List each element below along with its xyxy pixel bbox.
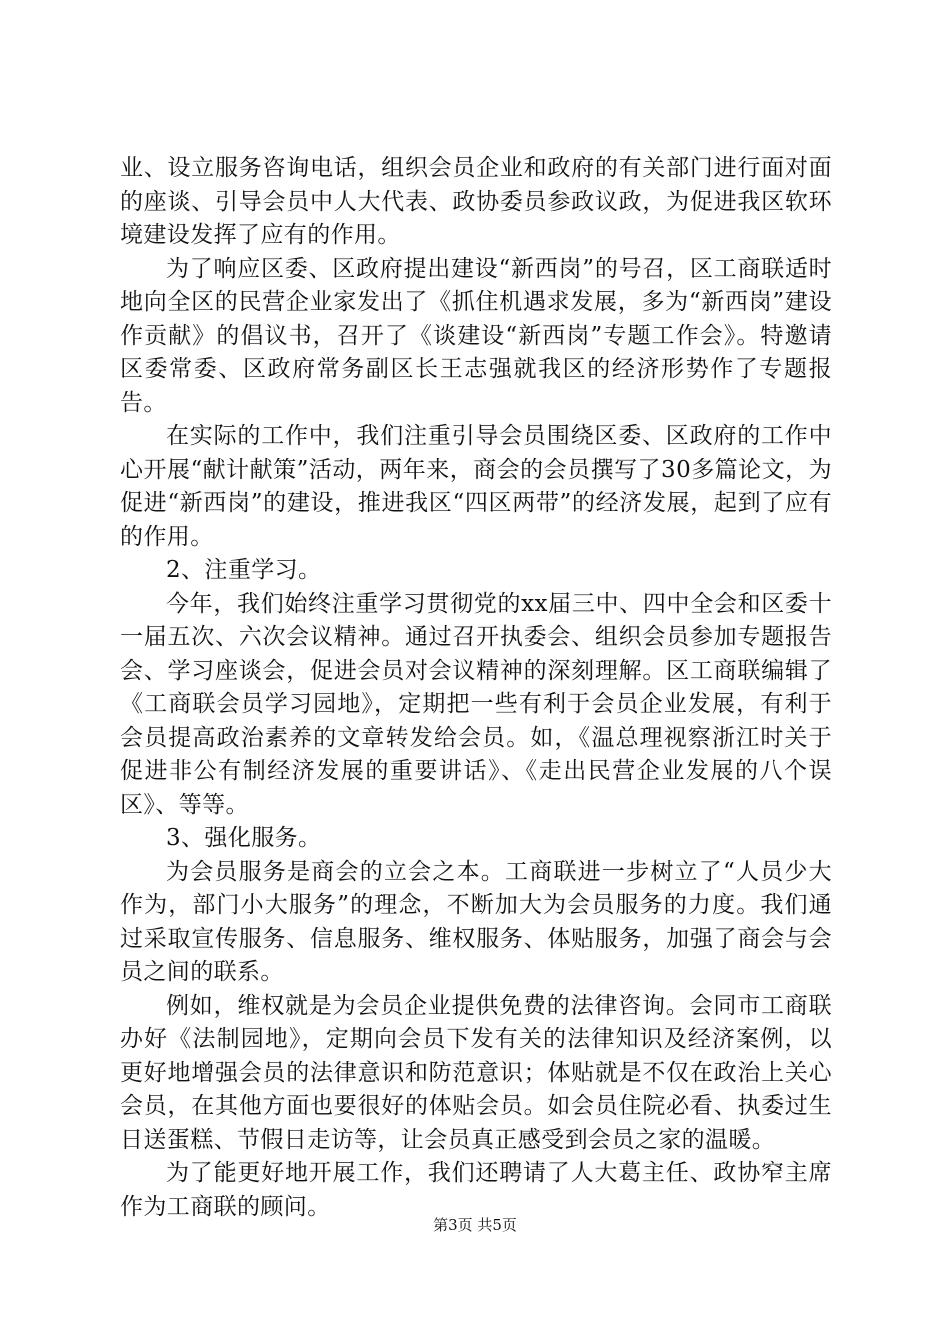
paragraph-continued: 业、设立服务咨询电话，组织会员企业和政府的有关部门进行面对面的座谈、引导会员中人大代表、政协委员参政议政，为促进我区软环境建设发挥了应有的作用。 xyxy=(120,155,832,248)
paragraph-study: 今年，我们始终注重学习贯彻党的xx届三中、四中全会和区委十一届五次、六次会议精神。通过召开执委会、组织会员参加专题报告会、学习座谈会，促进会员对会议精神的深刻理解。区工商联编辑了《工商联会员学习园地》，定期把一些有利于会员企业发展，有利于会员提高政治素养的文章转发给会员。如，《温总理视察浙江时关于促进非公有制经济发展的重要讲话》、《走出民营企业发展的八个误区》、等等。 xyxy=(120,590,832,818)
paragraph-suggestions-activity: 在实际的工作中，我们注重引导会员围绕区委、区政府的工作中心开展“献计献策”活动，两年来，商会的会员撰写了30多篇论文，为促进“新西岗”的建设，推进我区“四区两带”的经济发展，起到了应有的作用。 xyxy=(120,423,832,550)
paragraph-service: 为会员服务是商会的立会之本。工商联进一步树立了“人员少大作为，部门小大服务”的理念，不断加大为会员服务的力度。我们通过采取宣传服务、信息服务、维权服务、体贴服务，加强了商会与会员之间的联系。 xyxy=(120,858,832,985)
paragraph-xingang-initiative: 为了响应区委、区政府提出建设“新西岗”的号召，区工商联适时地向全区的民营企业家发出了《抓住机遇求发展，多为“新西岗”建设作贡献》的倡议书，召开了《谈建设“新西岗”专题工作会》。特邀请区委常委、区政府常务副区长王志强就我区的经济形势作了专题报告。 xyxy=(120,255,832,416)
document-body xyxy=(120,152,832,1224)
section-heading-service: 3、强化服务。 xyxy=(166,825,322,851)
paragraph-legal-support: 例如，维权就是为会员企业提供免费的法律咨询。会同市工商联办好《法制园地》，定期向会员下发有关的法律知识及经济案例，以更好地增强会员的法律意识和防范意识；体贴就是不仅在政治上关心会员，在其他方面也要很好的体贴会员。如会员住院必看、执委过生日送蛋糕、节假日走访等，让会员真正感受到会员之家的温暖。 xyxy=(120,992,832,1153)
page-number-footer: 第3页 共5页 xyxy=(433,1216,517,1234)
paragraph-advisors: 为了能更好地开展工作，我们还聘请了人大葛主任、政协窄主席作为工商联的顾问。 xyxy=(120,1160,832,1220)
section-heading-study: 2、注重学习。 xyxy=(166,557,322,583)
